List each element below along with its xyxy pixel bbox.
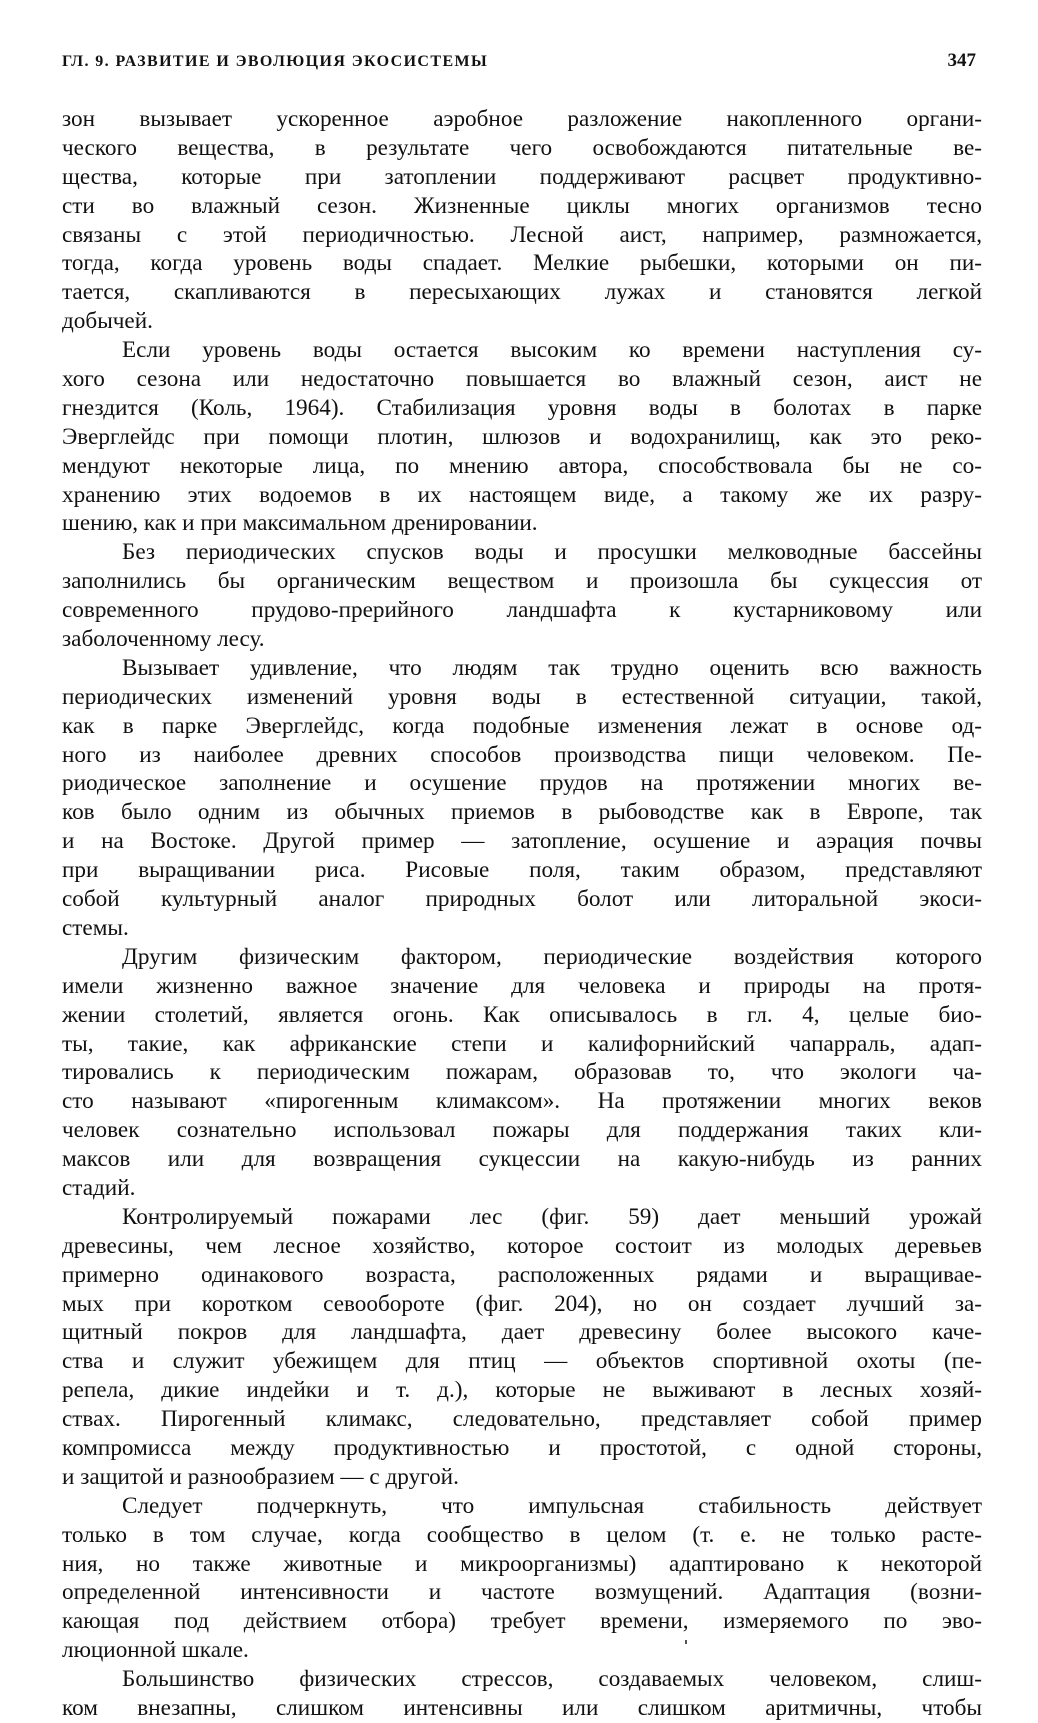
text-line: щества, которые при затоплении поддерживают расцвет продуктивно- <box>62 163 982 190</box>
text-line: связаны с этой периодичностью. Лесной аист, например, размножается, <box>62 221 982 248</box>
text-line: ного из наиболее древних способов производства пищи человеком. Пе- <box>62 741 982 768</box>
text-line: при выращивании риса. Рисовые поля, таким образом, представляют <box>62 857 982 884</box>
text-line: и защитой и разнообразием — с другой. <box>62 1463 459 1490</box>
text-line: ков было одним из обычных приемов в рыбоводстве как в Европе, так <box>62 799 982 826</box>
text-line: стадий. <box>62 1174 136 1201</box>
text-line: мых при коротком севообороте (фиг. 204), но он создает лучший за- <box>62 1290 982 1317</box>
paragraph <box>62 538 982 654</box>
text-line: репела, дикие индейки и т. д.), которые не выживают в лесных хозяй- <box>62 1377 982 1404</box>
text-line: ствах. Пирогенный климакс, следовательно, представляет собой пример <box>62 1406 982 1433</box>
text-line: Следует подчеркнуть, что импульсная стабильность действует <box>122 1492 982 1519</box>
paragraph <box>62 654 982 943</box>
text-line: примерно одинакового возраста, расположенных рядами и выращивае- <box>62 1261 982 1288</box>
text-line: человек сознательно использовал пожары для поддержания таких кли- <box>62 1117 982 1144</box>
text-line: Эверглейдс при помощи плотин, шлюзов и водохранилищ, как это реко- <box>62 423 982 450</box>
text-line: сти во влажный сезон. Жизненные циклы многих организмов тесно <box>62 192 982 219</box>
text-line: щитный покров для ландшафта, дает древесину более высокого каче- <box>62 1319 982 1346</box>
text-line: люционной шкале. <box>62 1637 249 1664</box>
chapter-title: ГЛ. 9. РАЗВИТИЕ И ЭВОЛЮЦИЯ ЭКОСИСТЕМЫ <box>62 53 489 70</box>
text-line: компромисса между продуктивностью и простотой, с одной стороны, <box>62 1434 982 1461</box>
text-line: заболоченному лесу. <box>62 626 265 653</box>
text-line: ческого вещества, в результате чего освобождаются питательные ве- <box>62 134 982 161</box>
text-line: стемы. <box>62 914 129 941</box>
text-line: гнездится (Коль, 1964). Стабилизация уровня воды в болотах в парке <box>62 394 982 421</box>
text-line: Другим физическим фактором, периодические воздействия которого <box>122 943 982 970</box>
text-line: только в том случае, когда сообщество в целом (т. е. не только расте- <box>62 1521 982 1548</box>
text-line: заполнились бы органическим веществом и произошла бы сукцессия от <box>62 568 982 595</box>
text-line: кающая под действием отбора) требует времени, измеряемого по эво- <box>62 1608 982 1635</box>
text-line: Если уровень воды остается высоким ко времени наступления су- <box>122 337 982 364</box>
text-line: Большинство физических стрессов, создаваемых человеком, слиш- <box>122 1666 982 1693</box>
text-line: тогда, когда уровень воды спадает. Мелкие рыбешки, которыми он пи- <box>62 250 982 277</box>
text-line: ния, но также животные и микроорганизмы) адаптировано к некоторой <box>62 1550 982 1577</box>
text-line: тается, скапливаются в пересыхающих лужах и становятся легкой <box>62 279 982 306</box>
text-line: шению, как и при максимальном дренировании. <box>62 510 538 537</box>
paragraph <box>62 943 982 1203</box>
text-line: собой культурный аналог природных болот или литоральной экоси- <box>62 886 982 913</box>
body-text <box>62 105 982 1723</box>
print-mark <box>685 1640 687 1644</box>
running-head <box>62 50 976 80</box>
text-line: современного прудово-прерийного ландшафта к кустарниковому или <box>62 597 982 624</box>
paragraph <box>62 1665 982 1723</box>
text-line: зон вызывает ускоренное аэробное разложение накопленного органи- <box>62 106 982 132</box>
text-line: хого сезона или недостаточно повышается во влажный сезон, аист не <box>62 366 982 393</box>
text-line: мендуют некоторые лица, по мнению автора, способствовала бы не со- <box>62 452 982 479</box>
page-number: 347 <box>947 50 976 71</box>
text-line: Контролируемый пожарами лес (фиг. 59) дает меньший урожай <box>122 1203 982 1230</box>
text-line: максов или для возвращения сукцессии на какую-нибудь из ранних <box>62 1146 982 1173</box>
text-line: ты, такие, как африканские степи и калифорнийский чапарраль, адап- <box>62 1030 982 1057</box>
text-line: древесины, чем лесное хозяйство, которое состоит из молодых деревьев <box>62 1232 982 1259</box>
text-line: ства и служит убежищем для птиц — объектов спортивной охоты (пе- <box>62 1348 982 1375</box>
text-line: жении столетий, является огонь. Как описывалось в гл. 4, целые био- <box>62 1001 982 1028</box>
text-line: определенной интенсивности и частоте возмущений. Адаптация (возни- <box>62 1579 982 1606</box>
text-line: и на Востоке. Другой пример — затопление, осушение и аэрация почвы <box>62 828 982 855</box>
text-line: как в парке Эверглейдс, когда подобные изменения лежат в основе од- <box>62 712 982 739</box>
text-line: имели жизненно важное значение для человека и природы на протя- <box>62 972 982 999</box>
text-line: Без периодических спусков воды и просушки мелководные бассейны <box>122 539 982 566</box>
text-line: ком внезапны, слишком интенсивны или слишком аритмичны, чтобы <box>62 1694 982 1721</box>
text-line: Вызывает удивление, что людям так трудно оценить всю важность <box>122 654 982 681</box>
paragraph <box>62 1492 982 1665</box>
paragraph <box>62 105 982 336</box>
text-line: периодических изменений уровня воды в естественной ситуации, такой, <box>62 683 982 710</box>
text-line: добычей. <box>62 308 153 335</box>
text-line: сто называют «пирогенным климаксом». На протяжении многих веков <box>62 1088 982 1115</box>
paragraph <box>62 1203 982 1492</box>
text-line: тировались к периодическим пожарам, образовав то, что экологи ча- <box>62 1059 982 1086</box>
text-line: хранению этих водоемов в их настоящем виде, а такому же их разру- <box>62 481 982 508</box>
text-line: риодическое заполнение и осушение прудов на протяжении многих ве- <box>62 770 982 797</box>
paragraph <box>62 336 982 538</box>
